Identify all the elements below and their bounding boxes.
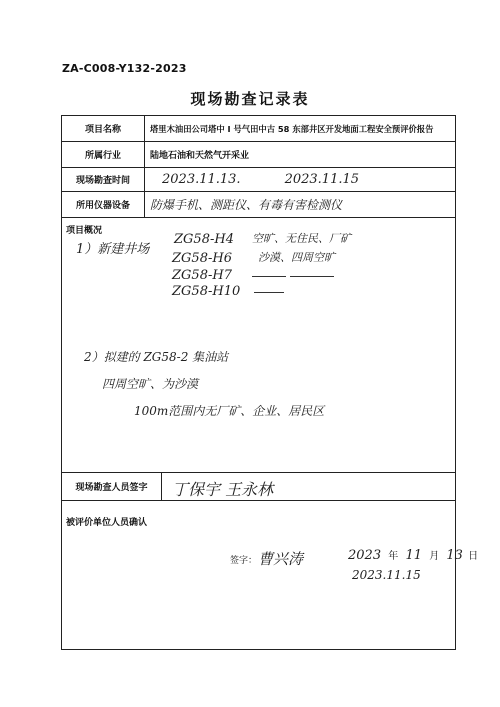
well-name: ZG58-H10 <box>172 284 241 299</box>
day-unit: 日 <box>468 551 479 562</box>
overview-label: 项目概况 <box>66 226 103 236</box>
client-extra-date: 2023.11.15 <box>352 568 421 582</box>
well-name: ZG58-H6 <box>172 251 232 266</box>
client-sign-label: 签字： <box>230 556 258 566</box>
year-unit: 年 <box>388 551 399 562</box>
overview-item2-line1: 2）拟建的 ZG58-2 集油站 <box>84 350 229 364</box>
surveyor-signature: 丁保宇 王永林 <box>172 480 274 499</box>
survey-time-value <box>150 168 451 191</box>
overview-item2-line2: 四周空旷、为沙漠 <box>102 377 199 391</box>
row-project-name <box>62 116 455 142</box>
row-survey-time <box>62 168 455 192</box>
month-unit: 月 <box>429 551 440 562</box>
survey-time-label: 现场勘查时间 <box>62 168 145 191</box>
industry-value: 陆地石油和天然气开采业 <box>150 151 250 161</box>
industry-label: 所属行业 <box>62 142 145 167</box>
client-date-year: 2023 <box>348 548 382 563</box>
project-name-value: 塔里木油田公司塔中 I 号气田中古 58 东部井区开发地面工程安全预评价报告 <box>150 123 434 134</box>
well-note-blank <box>290 276 334 277</box>
client-date-month: 11 <box>405 548 423 563</box>
row-surveyor-signature <box>62 473 455 501</box>
document-title: 现场勘查记录表 <box>190 90 310 108</box>
well-name: ZG58-H4 <box>174 232 234 247</box>
instruments-label: 所用仪器设备 <box>62 192 145 217</box>
well-name: ZG58-H7 <box>172 268 232 283</box>
client-date <box>348 547 478 563</box>
survey-end-date: 2023.11.15 <box>284 172 360 187</box>
well-note-blank <box>254 292 284 293</box>
client-signature: 曹兴涛 <box>258 550 304 568</box>
instruments-value <box>150 192 451 217</box>
surveyor-label: 现场勘查人员签字 <box>62 473 162 500</box>
project-name-label: 项目名称 <box>62 116 145 141</box>
row-instruments <box>62 192 455 218</box>
overview-item1-title: 1）新建井场 <box>76 242 150 257</box>
survey-start-date: 2023.11.13. <box>162 172 241 187</box>
row-client-confirmation <box>62 501 479 651</box>
row-industry <box>62 142 455 168</box>
overview-item2-line3: 100m范围内无厂矿、企业、居民区 <box>134 404 325 418</box>
well-note: 空旷、无住民、厂矿 <box>252 232 351 245</box>
client-confirm-label: 被评价单位人员确认 <box>66 518 148 528</box>
well-note: 沙漠、四周空旷 <box>258 251 335 264</box>
row-overview <box>62 218 455 473</box>
instruments-handwriting: 防爆手机、测距仪、有毒有害检测仪 <box>150 198 343 212</box>
survey-record-form <box>61 115 479 650</box>
client-date-day: 13 <box>446 548 463 563</box>
well-note-blank <box>252 276 286 277</box>
document-code: ZA-C008-Y132-2023 <box>62 62 187 75</box>
